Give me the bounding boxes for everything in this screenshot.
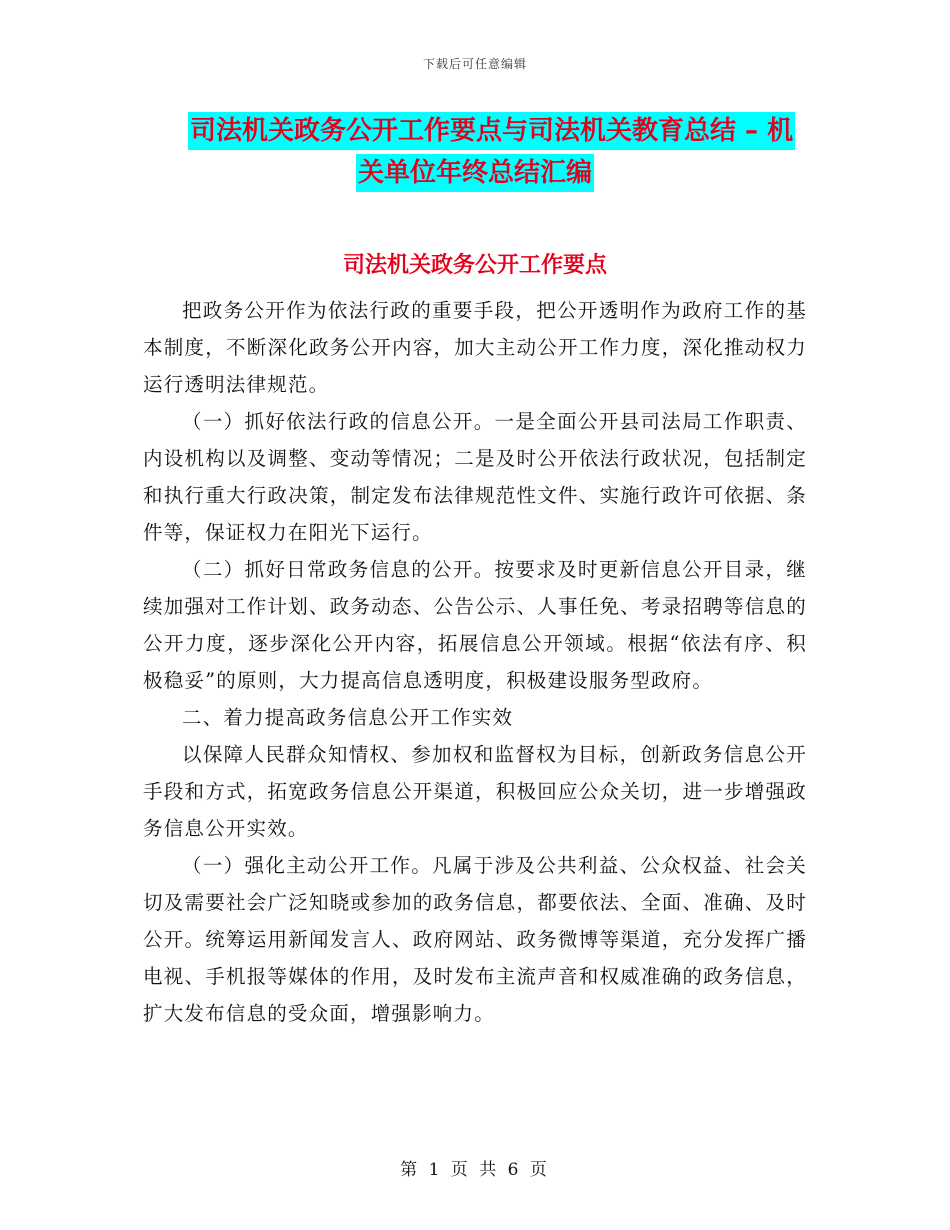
paragraph: 以保障人民群众知情权、参加权和监督权为目标，创新政务信息公开手段和方式，拓宽政务信息公开渠道，积极回应公众关切，进一步增强政务信息公开实效。 xyxy=(143,743,807,840)
document-body xyxy=(143,292,807,1032)
section-title: 司法机关政务公开工作要点 xyxy=(342,253,607,278)
paragraph: （二）抓好日常政务信息的公开。按要求及时更新信息公开目录，继续加强对工作计划、政务动态、公告公示、人事任免、考录招聘等信息的公开力度，逐步深化公开内容，拓展信息公开领域。根据“依法有序、积极稳妥”的原则，大力提高信息透明度，积极建设服务型政府。 xyxy=(143,558,807,692)
paragraph: 把政务公开作为依法行政的重要手段，把公开透明作为政府工作的基本制度，不断深化政务公开内容，加大主动公开工作力度，深化推动权力运行透明法律规范。 xyxy=(143,299,807,396)
header-note: 下载后可任意编辑 xyxy=(422,57,527,71)
document-title-line-1: 司法机关政务公开工作要点与司法机关教育总结 – 机 xyxy=(188,112,795,150)
paragraph: （一）强化主动公开工作。凡属于涉及公共利益、公众权益、社会关切及需要社会广泛知晓或参加的政务信息，都要依法、全面、准确、及时公开。统筹运用新闻发言人、政府网站、政务微博等渠道，充分发挥广播电视、手机报等媒体的作用，及时发布主流声音和权威准确的政务信息，扩大发布信息的受众面，增强影响力。 xyxy=(143,854,807,1025)
page-number-footer: 第 1 页 共 6 页 xyxy=(400,1160,550,1180)
document-title-line-2: 关单位年终总结汇编 xyxy=(356,154,594,192)
paragraph: （一）抓好依法行政的信息公开。一是全面公开县司法局工作职责、内设机构以及调整、变动等情况；二是及时公开依法行政状况，包括制定和执行重大行政决策，制定发布法律规范性文件、实施行政许可依据、条件等，保证权力在阳光下运行。 xyxy=(143,410,807,544)
section-heading: 二、着力提高政务信息公开工作实效 xyxy=(182,706,514,729)
